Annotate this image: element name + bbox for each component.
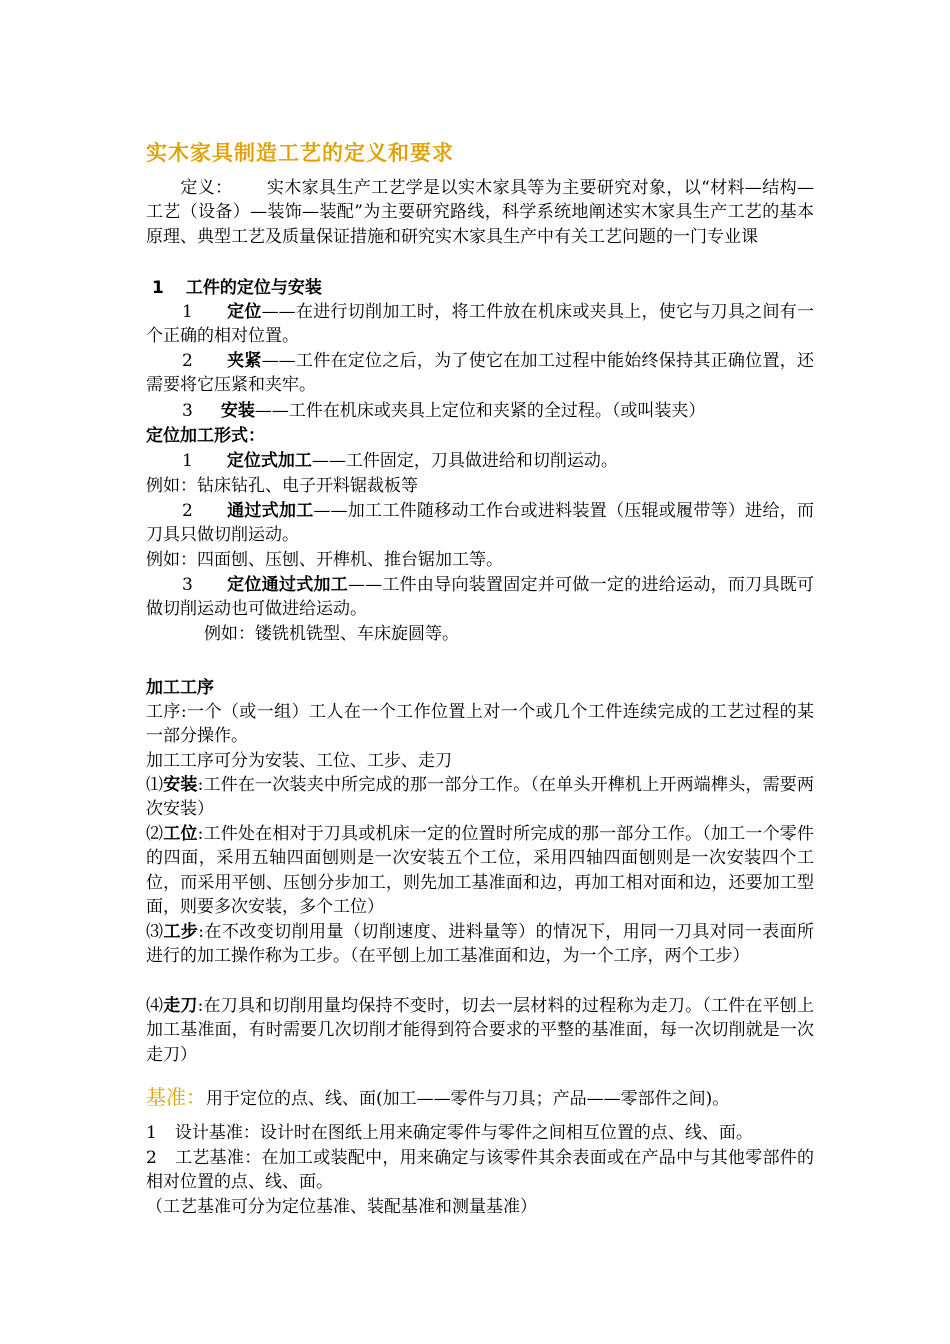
list-item: [146, 773, 814, 822]
item-text: ——工件固定，刀具做进给和切削运动。: [311, 451, 618, 471]
item-term: 定位通过式加工: [226, 575, 349, 595]
item-number: ⑷: [146, 996, 164, 1016]
item-text: ——在进行切削加工时，将工件放在机床或夹具上，使它与刀具之间有一个正确的相对位置。: [146, 302, 815, 347]
list-item: [146, 920, 814, 969]
list-item: [146, 449, 814, 473]
list-item: [146, 499, 814, 548]
forms-heading: 定位加工形式：: [146, 426, 265, 446]
process-heading: 加工工序: [146, 678, 214, 698]
page-title: 实木家具制造工艺的定义和要求: [146, 141, 454, 165]
item-number: 3: [182, 401, 193, 421]
list-item: [146, 822, 814, 919]
item-text: :在不改变切削用量（切削速度、进料量等）的情况下，用同一刀具对同一表面所进行的加工操作称为工步。（在平刨上加工基准面和边，为一个工序，两个工步）: [146, 922, 815, 967]
item-text: :工件处在相对于刀具或机床一定的位置时所完成的那一部分工作。（加工一个零件的四面，采用五轴四面刨则是一次安装五个工位，采用四轴四面刨则是一次安装四个工位，而采用平刨、压刨分步加工，则先加工基准面和边，再加工相对面和边，还要加工型面，则要多次安装，多个工位）: [146, 824, 815, 917]
item-term: 通过式加工: [226, 501, 314, 521]
item-term: 工步: [163, 922, 199, 942]
item-text: ——工件在定位之后，为了使它在加工过程中能始终保持其正确位置，还需要将它压紧和夹牢。: [146, 351, 815, 396]
section-number: 1: [152, 278, 164, 298]
process-divide: 加工工序可分为安装、工位、工步、走刀: [146, 751, 452, 771]
item-number: 1: [146, 1123, 157, 1143]
item-number: ⑶: [146, 922, 164, 942]
example-text: [146, 622, 814, 646]
section-title: 工件的定位与安装: [185, 278, 322, 298]
list-item: [146, 573, 814, 622]
datum-line: [146, 1082, 814, 1114]
item-text: :工件在一次装夹中所完成的那一部分工作。（在单头开榫机上开两端榫头，需要两次安装）: [146, 775, 815, 820]
item-text: 设计基准：设计时在图纸上用来确定零件与零件之间相互位置的点、线、面。: [174, 1123, 753, 1143]
item-term: 走刀: [163, 996, 198, 1016]
item-term: 定位: [226, 302, 262, 322]
example-text: 例如：四面刨、压刨、开榫机、推台锯加工等。: [146, 550, 503, 570]
datum-note: （工艺基准可分为定位基准、装配基准和测量基准）: [146, 1197, 537, 1217]
item-number: ⑵: [146, 824, 164, 844]
item-term: 工位: [163, 824, 198, 844]
list-item: [146, 349, 814, 398]
section-heading: [146, 276, 814, 300]
definition-text: 实木家具生产工艺学是以实木家具等为主要研究对象，以“材料—结构—工艺（设备）—装饰—装配”为主要研究路线，科学系统地阐述实木家具生产工艺的基本原理、典型工艺及质量保证措施和研究实木家具生产中有关工艺问题的一门专业课: [146, 178, 814, 247]
item-number: 1: [182, 302, 193, 322]
item-text: ——加工工件随移动工作台或进料装置（压辊或履带等）进给，而刀具只做切削运动。: [146, 501, 815, 546]
item-term: 夹紧: [226, 351, 262, 371]
example-text: 例如：钻床钻孔、电子开料锯裁板等: [146, 476, 418, 496]
list-item: [146, 300, 814, 349]
list-item: [146, 399, 814, 423]
item-number: 3: [182, 575, 193, 595]
item-term: 安装: [220, 401, 255, 421]
datum-text: 用于定位的点、线、面(加工——零件与刀具；产品——零部件之间)。: [206, 1089, 730, 1109]
list-item: [146, 1146, 814, 1195]
item-text: ——工件在机床或夹具上定位和夹紧的全过程。（或叫装夹）: [254, 401, 706, 421]
item-number: 1: [182, 451, 193, 471]
item-number: 2: [146, 1148, 157, 1168]
item-number: ⑴: [146, 775, 164, 795]
example-text: 例如：镂铣机铣型、车床旋圆等。: [204, 624, 459, 644]
item-text: ——工件由导向装置固定并可做一定的进给运动，而刀具既可做切削运动也可做进给运动。: [146, 575, 815, 620]
definition-label: 定义：: [180, 178, 233, 198]
list-item: [146, 994, 814, 1067]
definition-paragraph: [146, 176, 814, 249]
item-number: 2: [182, 501, 193, 521]
item-term: 定位式加工: [226, 451, 312, 471]
item-text: 工艺基准：在加工或装配中，用来确定与该零件其余表面或在产品中与其他零部件的相对位置的点、线、面。: [146, 1148, 814, 1193]
item-term: 安装: [163, 775, 198, 795]
datum-term: 基准：: [146, 1085, 206, 1109]
item-number: 2: [182, 351, 193, 371]
item-text: :在刀具和切削用量均保持不变时，切去一层材料的过程称为走刀。（工件在平刨上加工基准面，有时需要几次切削才能得到符合要求的平整的基准面，每一次切削就是一次走刀）: [146, 996, 815, 1065]
list-item: [146, 1121, 836, 1145]
process-definition: 工序:一个（或一组）工人在一个工作位置上对一个或几个工件连续完成的工艺过程的某一部分操作。: [146, 702, 814, 747]
